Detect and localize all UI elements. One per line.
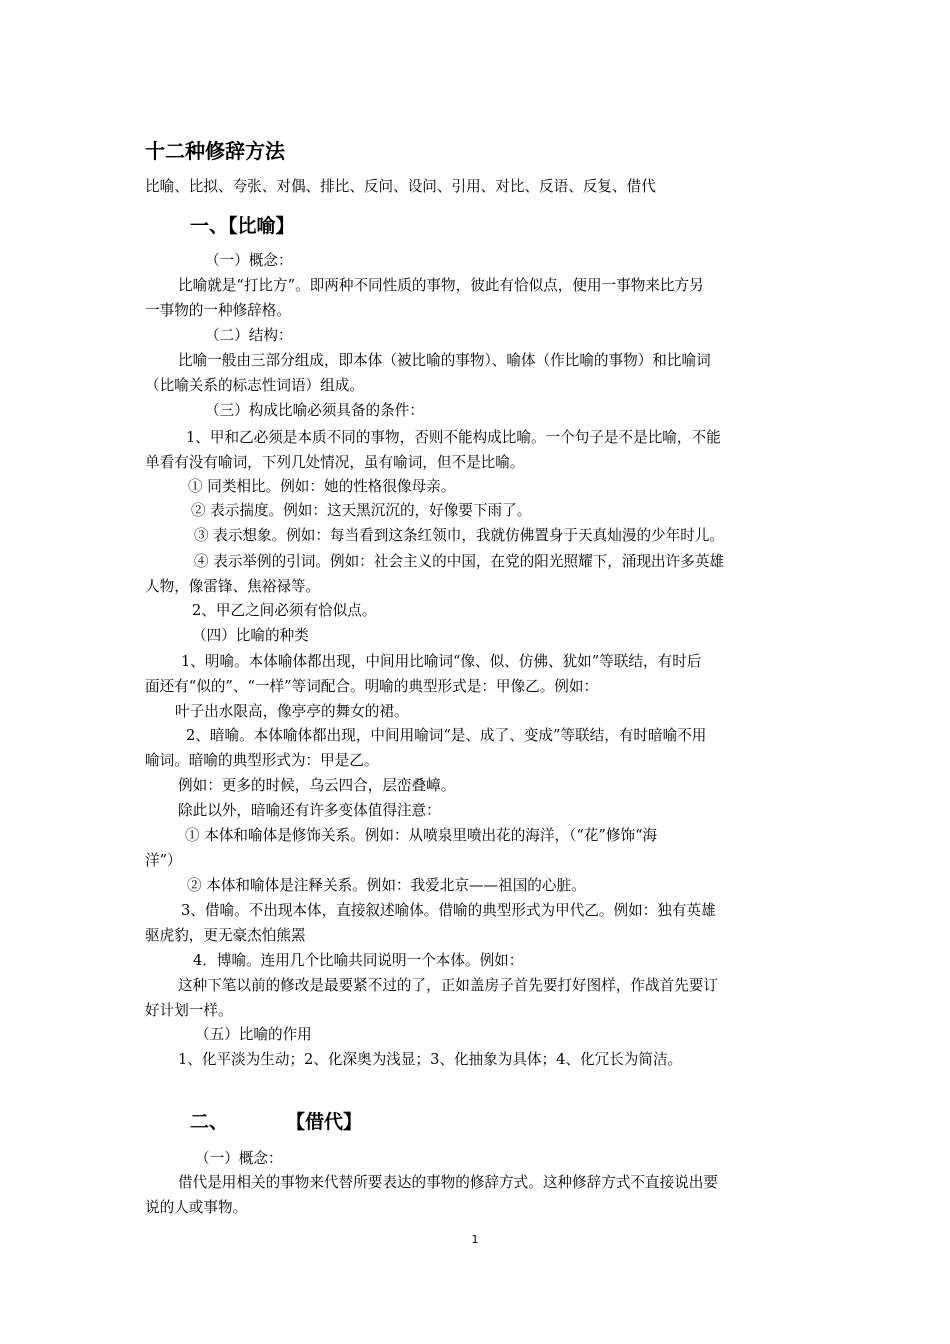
paragraph-line: （五）比喻的作用 <box>195 1026 312 1043</box>
paragraph-line: 一事物的一种修辞格。 <box>145 302 291 319</box>
paragraph-line: （四）比喻的种类 <box>192 627 309 644</box>
paragraph-line: ② 表示揣度。例如：这天黑沉沉的，好像要下雨了。 <box>191 502 532 519</box>
paragraph-line: 比喻一般由三部分组成，即本体（被比喻的事物）、喻体（作比喻的事物）和比喻词 <box>178 352 711 369</box>
paragraph-line: 3、借喻。不出现本体，直接叙述喻体。借喻的典型形式为甲代乙。例如：独有英雄 <box>181 902 716 919</box>
paragraph-line: 说的人或事物。 <box>145 1199 248 1216</box>
paragraph-line: ② 本体和喻体是注释关系。例如：我爱北京——祖国的心脏。 <box>187 877 586 894</box>
paragraph-line: 例如：更多的时候，乌云四合，层峦叠嶂。 <box>178 777 456 794</box>
paragraph-line: 人物，像雷锋、焦裕禄等。 <box>145 578 321 595</box>
paragraph-line: 洋”） <box>145 852 182 869</box>
document-title: 十二种修辞方法 <box>145 139 285 163</box>
paragraph-line: 1、甲和乙必须是本质不同的事物，否则不能构成比喻。一个句子是不是比喻，不能 <box>186 429 721 446</box>
paragraph-line: 2、暗喻。本体喻体都出现，中间用喻词“是、成了、变成”等联结，有时暗喻不用 <box>186 727 707 744</box>
paragraph-line: 驱虎豹，更无豪杰怕熊罴 <box>145 927 306 944</box>
paragraph-line: 好计划一样。 <box>145 1002 233 1019</box>
paragraph-line: （比喻关系的标志性词语）组成。 <box>145 377 364 394</box>
paragraph-line: 2、甲乙之间必须有恰似点。 <box>192 602 377 619</box>
paragraph-line: 1、明喻。本体喻体都出现，中间用比喻词“像、似、仿佛、犹如”等联结，有时后 <box>181 653 702 670</box>
section-heading-metonymy <box>190 1108 362 1136</box>
paragraph-line: 借代是用相关的事物来代替所要表达的事物的修辞方式。这种修辞方式不直接说出要 <box>178 1174 718 1191</box>
paragraph-line: 叶子出水限高，像亭亭的舞女的裙。 <box>175 703 409 720</box>
paragraph-line: ④ 表示举例的引词。例如：社会主义的中国，在党的阳光照耀下，涌现出许多英雄 <box>194 553 725 570</box>
paragraph-line: 喻词。暗喻的典型形式为：甲是乙。 <box>145 752 379 769</box>
paragraph-line: 面还有“似的”、“一样”等词配合。明喻的典型形式是：甲像乙。例如： <box>145 678 599 695</box>
paragraph-line: ① 本体和喻体是修饰关系。例如：从喷泉里喷出花的海洋，（“花”修饰“海 <box>185 827 658 844</box>
paragraph-line: 比喻就是“打比方”。即两种不同性质的事物，彼此有恰似点，便用一事物来比方另 <box>178 277 704 294</box>
section-heading-metaphor: 一、【比喻】 <box>190 215 295 237</box>
section-number: 二、 <box>190 1111 229 1133</box>
paragraph-line: 单看有没有喻词，下列几处情况，虽有喻词，但不是比喻。 <box>145 454 525 471</box>
paragraph-line: 这种下笔以前的修改是最要紧不过的了，正如盖房子首先要打好图样，作战首先要订 <box>178 977 718 994</box>
paragraph-line: （三）构成比喻必须具备的条件： <box>205 402 424 419</box>
paragraph-line: 1、化平淡为生动；2、化深奥为浅显；3、化抽象为具体；4、化冗长为简洁。 <box>178 1051 683 1068</box>
section-title: 【借代】 <box>286 1111 363 1133</box>
paragraph-line: （二）结构： <box>205 327 293 344</box>
paragraph-line: ③ 表示想象。例如：每当看到这条红领巾，我就仿佛置身于天真灿漫的少年时儿。 <box>194 527 725 544</box>
page-number: 1 <box>471 1233 479 1246</box>
paragraph-line: （一）概念： <box>195 1150 283 1167</box>
rhetoric-list: 比喻、比拟、夸张、对偶、排比、反问、设问、引用、对比、反语、反复、借代 <box>145 178 656 195</box>
paragraph-line: （一）概念： <box>205 252 293 269</box>
paragraph-line: 除此以外，暗喻还有许多变体值得注意： <box>178 802 441 819</box>
paragraph-line: ① 同类相比。例如：她的性格很像母亲。 <box>188 478 456 495</box>
paragraph-line: 4．博喻。连用几个比喻共同说明一个本体。例如： <box>193 952 524 969</box>
